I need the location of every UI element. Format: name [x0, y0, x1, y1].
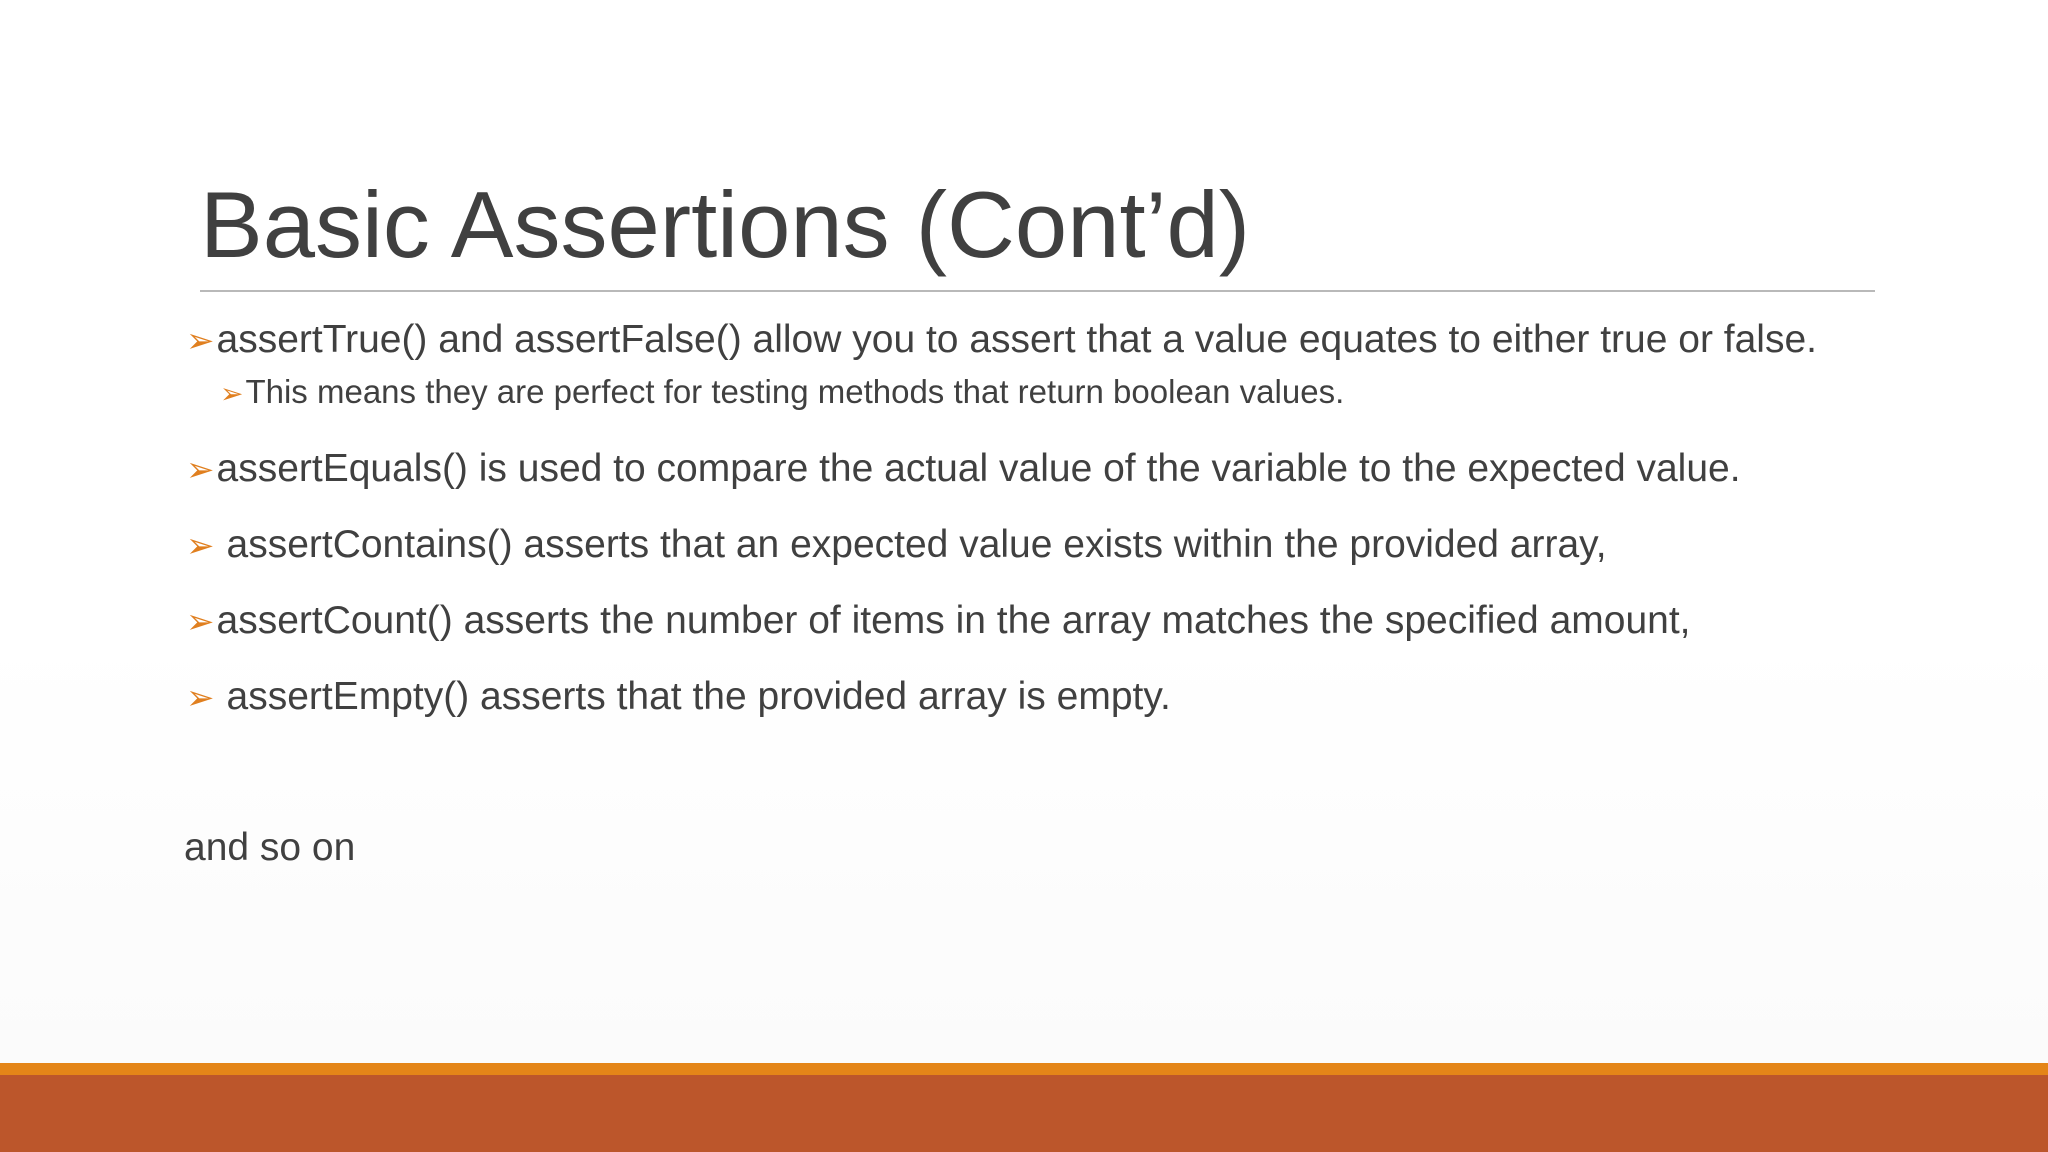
- footer-bar: [0, 1075, 2048, 1152]
- arrowhead-bullet-icon: ➢: [186, 526, 215, 566]
- bullet-text: assertTrue() and assertFalse() allow you to assert that a value equates to either true or false.: [216, 318, 1817, 361]
- arrowhead-bullet-icon: ➢: [186, 450, 215, 490]
- bullet-text: assertContains() asserts that an expected value exists within the provided array,: [226, 523, 1607, 566]
- arrowhead-bullet-icon: ➢: [186, 321, 215, 361]
- bullet-item: [186, 445, 1741, 494]
- closing-text: and so on: [184, 826, 356, 869]
- bullet-text: This means they are perfect for testing methods that return boolean values.: [245, 373, 1345, 410]
- bullet-item: [186, 316, 1817, 365]
- title-divider: [200, 290, 1875, 292]
- bullet-text: assertEmpty() asserts that the provided array is empty.: [226, 675, 1171, 718]
- bullet-text: assertCount() asserts the number of items in the array matches the specified amount,: [216, 599, 1691, 642]
- sub-bullet-item: [220, 371, 1344, 415]
- arrowhead-bullet-icon: ➢: [186, 602, 215, 642]
- bullet-item: [186, 521, 1607, 570]
- arrowhead-bullet-icon: ➢: [220, 377, 244, 410]
- slide-title: Basic Assertions (Cont’d): [200, 172, 1251, 277]
- arrowhead-bullet-icon: ➢: [186, 678, 215, 718]
- bullet-item: [186, 597, 1691, 646]
- footer-accent-stripe: [0, 1063, 2048, 1075]
- bullet-text: assertEquals() is used to compare the actual value of the variable to the expected value.: [216, 447, 1741, 490]
- bullet-item: [186, 673, 1171, 722]
